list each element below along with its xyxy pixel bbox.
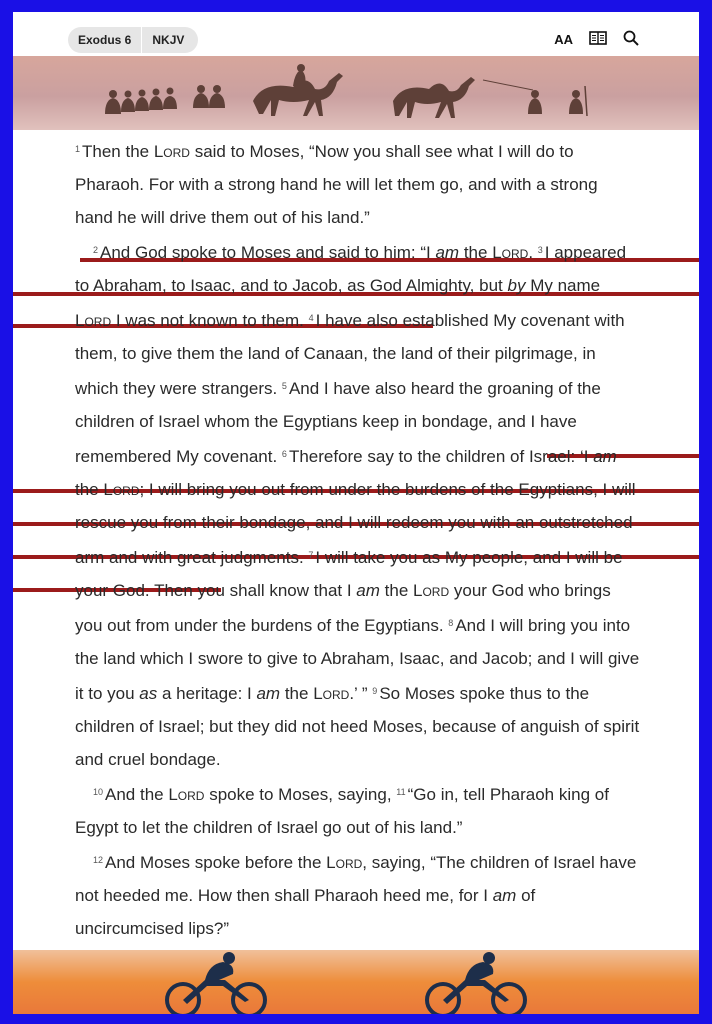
verse-text: I was not known to them. [111, 311, 309, 330]
paragraph [75, 133, 640, 234]
verse-number: 8 [448, 618, 454, 628]
reference-selector[interactable] [68, 27, 198, 53]
verse-number: 3 [537, 245, 543, 255]
camel-caravan-banner [13, 56, 699, 130]
italic-word: am [256, 684, 281, 703]
verse-text: the [75, 480, 104, 499]
verse-text: .’ ” [349, 684, 373, 703]
reader-page [13, 12, 699, 1014]
italic-word: am [435, 243, 460, 262]
lord-smallcaps: Lord [492, 243, 529, 262]
verse-text: And the [105, 785, 169, 804]
verse-text: ; I will bring you out from under the burdens of the Egyptians, I will rescue you from their bondage, and I will redeem you with an outstretched arm and with great judgments. [75, 480, 636, 567]
verse-text: So Moses spoke thus to the children of Israel; but they did not heed Moses, because of anguish of spirit and cruel bondage. [75, 684, 640, 769]
verse-text: spoke to Moses, saying, [204, 785, 397, 804]
verse-number: 11 [396, 787, 406, 797]
lord-smallcaps: Lord [313, 684, 350, 703]
verse-number: 7 [308, 550, 314, 560]
verse-text: the [379, 581, 414, 600]
paragraph [75, 844, 640, 945]
verse-text: “Go in, tell Pharaoh king of Egypt to let the children of Israel go out of his land.” [75, 785, 609, 837]
verse-number: 1 [75, 144, 81, 154]
reader-mode-icon[interactable] [589, 31, 607, 48]
verse-number: 6 [281, 449, 287, 459]
paragraph [75, 234, 640, 776]
verse-text: I have also established My covenant with them, to give them the land of Canaan, the land of their pilgrimage, in which they were strangers. [75, 311, 625, 398]
lord-smallcaps: Lord [168, 785, 205, 804]
verse-text: Therefore say to the children of Israel: ‘I [288, 447, 594, 466]
verse-text: the [459, 243, 493, 262]
verse-number: 4 [308, 313, 314, 323]
verse-text: the [280, 684, 314, 703]
verse-text: I will take you as My people, and I will be your God. Then you shall know that I [75, 548, 623, 600]
italic-word: as [139, 684, 158, 703]
toolbar-icons [554, 30, 639, 49]
lord-smallcaps: Lord [75, 311, 112, 330]
font-size-icon[interactable]: AA [554, 32, 573, 47]
search-icon[interactable] [623, 30, 639, 49]
lord-smallcaps: Lord [103, 480, 140, 499]
verse-text: , saying, “The children of Israel have not heeded me. How then shall Pharaoh heed me, for I [75, 853, 637, 905]
lord-smallcaps: Lord [413, 581, 450, 600]
verse-number: 12 [93, 855, 104, 865]
chapter-text [75, 133, 640, 945]
lord-smallcaps: Lord [153, 142, 190, 161]
lord-smallcaps: Lord [326, 853, 363, 872]
verse-text: My name [525, 276, 601, 295]
verse-number: 10 [93, 787, 104, 797]
verse-text: And I will bring you into the land which I swore to give to Abraham, Isaac, and Jacob; and I will give it to you [75, 616, 640, 703]
verse-text: And Moses spoke before the [105, 853, 327, 872]
verse-number: 5 [281, 381, 287, 391]
book-chapter-button[interactable]: Exodus 6 [78, 33, 132, 47]
verse-number: 2 [93, 245, 99, 255]
verse-number: 9 [372, 686, 378, 696]
italic-word: by [507, 276, 526, 295]
verse-text: of uncircumcised lips?” [75, 886, 536, 938]
verse-text: And God spoke to Moses and said to him: “I [100, 243, 436, 262]
italic-word: am [356, 581, 380, 600]
verse-text: said to Moses, “Now you shall see what I will do to Pharaoh. For with a strong hand he will let them go, and with a strong hand he will drive them out of his land.” [75, 142, 598, 227]
verse-text: a heritage: I [157, 684, 257, 703]
verse-text: . [528, 243, 538, 262]
verse-text: Then the [82, 142, 154, 161]
italic-word: am [593, 447, 617, 466]
cyclist-banner [13, 950, 699, 1014]
verse-text: And I have also heard the groaning of the children of Israel whom the Egyptians keep in bondage, and I have remembered My covenant. [75, 379, 601, 466]
paragraph [75, 776, 640, 844]
verse-text: I appeared to Abraham, to Isaac, and to Jacob, as God Almighty, but [75, 243, 627, 295]
top-bar [13, 12, 699, 56]
version-button[interactable]: NKJV [152, 33, 185, 47]
italic-word: am [492, 886, 517, 905]
verse-text: your God who brings you out from under the burdens of the Egyptians. [75, 581, 611, 635]
